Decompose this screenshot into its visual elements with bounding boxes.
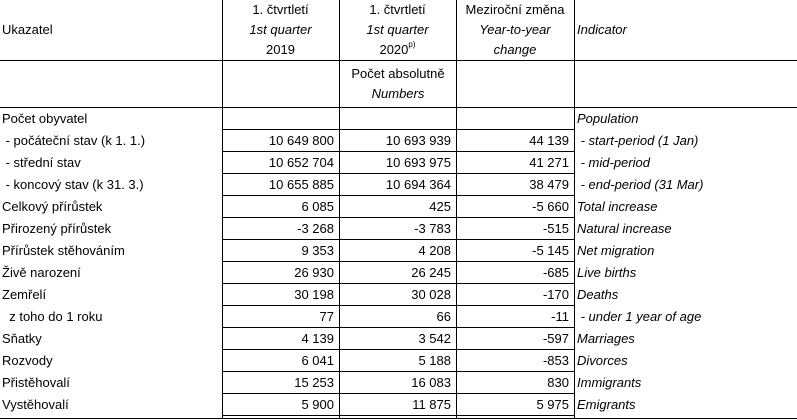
row-value-change: 830 (547, 375, 569, 390)
header-col-2020-year-wrap (339, 40, 456, 60)
row-label-cz: - koncový stav (k 31. 3.) (2, 177, 144, 192)
row-value-2019: 10 652 704 (268, 155, 334, 170)
row-label-cz: Přírůstek stěhováním (2, 243, 125, 258)
row-value-change: 38 479 (529, 177, 569, 192)
header-col-2020-en: 1st quarter (366, 22, 429, 37)
row-value-2019: 26 930 (294, 265, 334, 280)
row-label-cz: Živě narození (2, 265, 81, 280)
row-value-2020 (339, 108, 451, 130)
row-value-2020: 66 (436, 309, 451, 324)
row-value-2019: 9 353 (301, 243, 334, 258)
header-col-2019-year: 2019 (266, 42, 295, 57)
row-value-change: -5 660 (532, 199, 569, 214)
row-value-2019: 15 253 (294, 375, 334, 390)
row-value-change: -170 (542, 287, 569, 302)
row-value-2020: 30 028 (411, 287, 451, 302)
row-value-2019: 10 649 800 (268, 133, 334, 148)
row-label-cz: - počáteční stav (k 1. 1.) (2, 133, 146, 148)
row-value-2020: 26 245 (411, 265, 451, 280)
row-value-2020: 5 188 (418, 353, 451, 368)
header-col-2019-cz: 1. čtvrtletí (252, 2, 309, 17)
row-value-2019: 10 655 885 (268, 177, 334, 192)
row-label-cz: Celkový přírůstek (2, 199, 103, 214)
header-indicator: Indicator (577, 22, 627, 37)
row-value-2019: 30 198 (294, 287, 334, 302)
row-label-en: - end-period (31 Mar) (577, 177, 704, 192)
header-col-change (456, 0, 574, 60)
row-value-change: 5 975 (536, 397, 569, 412)
subheader-cz: Počet absolutně (351, 66, 445, 81)
row-label-cz: Vystěhovalí (2, 397, 69, 412)
subheader (222, 64, 574, 104)
row-label-cz: Přirozený přírůstek (2, 221, 112, 236)
row-value-2020: 425 (429, 199, 451, 214)
row-value-2020: 10 693 975 (385, 155, 451, 170)
row-value-2019: 6 085 (301, 199, 334, 214)
col-divider (574, 0, 575, 418)
row-label-en: Marriages (577, 331, 635, 346)
row-label-en: Population (577, 111, 639, 126)
row-label-en: Total increase (577, 199, 658, 214)
row-value-2019: 4 139 (301, 331, 334, 346)
header-divider (0, 60, 797, 61)
row-value-2020: 16 083 (411, 375, 451, 390)
row-label-en: Divorces (577, 353, 628, 368)
row-value-2020: 11 875 (412, 397, 451, 412)
row-label-cz: - střední stav (2, 155, 81, 170)
row-label-en: Immigrants (577, 375, 642, 390)
header-col-2020-year: 2020 (379, 42, 409, 57)
preliminary-note: p) (408, 40, 416, 49)
row-label-en: - start-period (1 Jan) (577, 133, 699, 148)
row-value-change: 41 271 (529, 155, 569, 170)
row-value-2020: -3 783 (414, 221, 451, 236)
header-col-change-cz: Meziroční změna (465, 2, 565, 17)
row-value-change (456, 108, 569, 130)
row-label-en: Emigrants (577, 397, 636, 412)
header-col-change-en2: change (493, 42, 537, 57)
row-value-2020: 4 208 (418, 243, 451, 258)
row-label-cz: Sňatky (2, 331, 42, 346)
row-label-en: Live births (577, 265, 637, 280)
row-value-change: -515 (542, 221, 569, 236)
row-label-en: - mid-period (577, 155, 650, 170)
row-value-2019: 6 041 (301, 353, 334, 368)
row-label-en: - under 1 year of age (577, 309, 702, 324)
row-value-2020: 3 542 (418, 331, 451, 346)
row-value-change: 44 139 (529, 133, 569, 148)
row-value-change: -685 (542, 265, 569, 280)
header-ukazatel: Ukazatel (2, 22, 53, 37)
row-value-change: -11 (551, 309, 569, 324)
row-value-2019 (222, 108, 334, 130)
row-label-cz: Rozvody (2, 353, 53, 368)
header-col-2019 (222, 0, 339, 60)
row-value-2019: 5 900 (301, 397, 334, 412)
row-label-en: Natural increase (577, 221, 672, 236)
row-value-change: -597 (542, 331, 569, 346)
row-label-cz: Přistěhovalí (2, 375, 70, 390)
row-label-cz: z toho do 1 roku (2, 309, 103, 324)
header-col-2019-en: 1st quarter (249, 22, 312, 37)
row-label-en: Deaths (577, 287, 619, 302)
row-value-change: -5 145 (532, 243, 569, 258)
row-value-2019: 77 (319, 309, 334, 324)
bottom-border (0, 418, 797, 419)
row-value-2020: 10 694 364 (385, 177, 451, 192)
header-col-2020 (339, 0, 456, 60)
row-label-en: Net migration (577, 243, 655, 258)
header-col-change-en1: Year-to-year (479, 22, 551, 37)
row-value-change: -853 (542, 353, 569, 368)
row-value-2020: 10 693 939 (385, 133, 451, 148)
row-label-cz: Počet obyvatel (2, 111, 88, 126)
row-label-cz: Zemřelí (2, 287, 47, 302)
header-col-2020-cz: 1. čtvrtletí (369, 2, 426, 17)
subheader-en: Numbers (371, 86, 425, 101)
row-value-2019: -3 268 (297, 221, 334, 236)
